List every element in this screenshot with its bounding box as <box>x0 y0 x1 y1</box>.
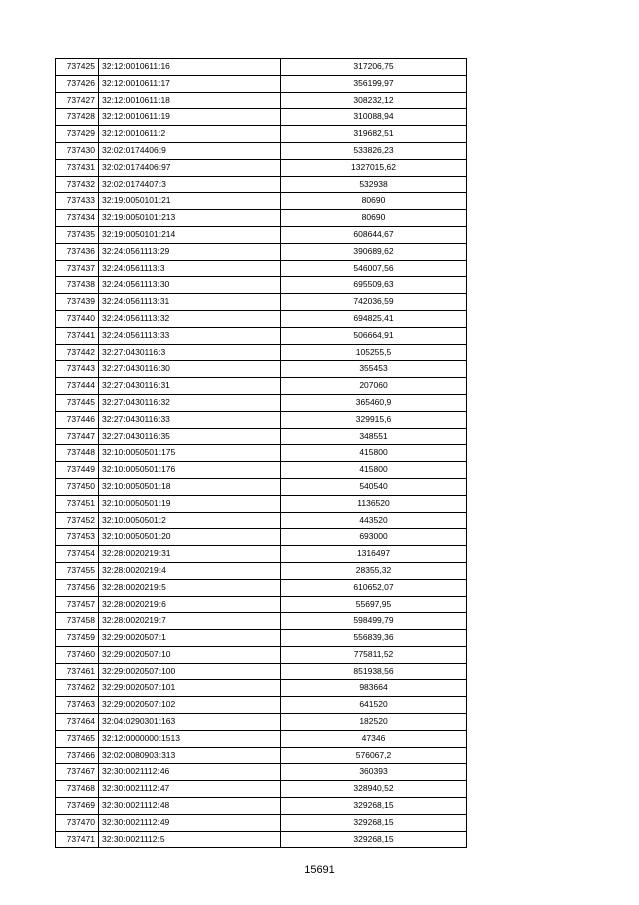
cadastral-number-cell: 32:10:0050501:175 <box>99 445 281 462</box>
row-id-cell: 737447 <box>56 428 99 445</box>
row-id-cell: 737427 <box>56 92 99 109</box>
cadastral-value-cell: 742036,59 <box>281 294 467 311</box>
cadastral-value-cell: 328940,52 <box>281 781 467 798</box>
cadastral-number-cell: 32:19:0050101:214 <box>99 226 281 243</box>
cadastral-value-cell: 329268,15 <box>281 831 467 848</box>
table-row <box>56 226 467 243</box>
table-row <box>56 613 467 630</box>
row-id-cell: 737457 <box>56 596 99 613</box>
cadastral-number-cell: 32:27:0430116:31 <box>99 378 281 395</box>
cadastral-number-cell: 32:29:0020507:1 <box>99 630 281 647</box>
cadastral-value-cell: 329268,15 <box>281 798 467 815</box>
row-id-cell: 737465 <box>56 730 99 747</box>
table-row <box>56 714 467 731</box>
cadastral-number-cell: 32:10:0050501:2 <box>99 512 281 529</box>
cadastral-number-cell: 32:12:0010611:17 <box>99 75 281 92</box>
cadastral-value-cell: 556839,36 <box>281 630 467 647</box>
cadastral-value-cell: 415800 <box>281 445 467 462</box>
cadastral-value-cell: 1327015,62 <box>281 159 467 176</box>
cadastral-number-cell: 32:10:0050501:18 <box>99 478 281 495</box>
cadastral-value-cell: 55697,95 <box>281 596 467 613</box>
table-row <box>56 814 467 831</box>
table-row <box>56 663 467 680</box>
cadastral-value-cell: 532938 <box>281 176 467 193</box>
cadastral-number-cell: 32:04:0290301:163 <box>99 714 281 731</box>
cadastral-number-cell: 32:10:0050501:19 <box>99 495 281 512</box>
cadastral-number-cell: 32:12:0010611:19 <box>99 109 281 126</box>
table-row <box>56 730 467 747</box>
cadastral-number-cell: 32:02:0174407:3 <box>99 176 281 193</box>
cadastral-number-cell: 32:24:0561113:32 <box>99 310 281 327</box>
cadastral-value-cell: 540540 <box>281 478 467 495</box>
cadastral-value-cell: 80690 <box>281 210 467 227</box>
cadastral-value-cell: 576067,2 <box>281 747 467 764</box>
cadastral-value-cell: 365460,9 <box>281 394 467 411</box>
row-id-cell: 737435 <box>56 226 99 243</box>
row-id-cell: 737463 <box>56 697 99 714</box>
cadastral-value-cell: 28355,32 <box>281 562 467 579</box>
row-id-cell: 737471 <box>56 831 99 848</box>
table-row <box>56 630 467 647</box>
table-row <box>56 210 467 227</box>
row-id-cell: 737469 <box>56 798 99 815</box>
row-id-cell: 737449 <box>56 462 99 479</box>
table-row <box>56 243 467 260</box>
cadastral-number-cell: 32:12:0010611:16 <box>99 59 281 76</box>
table-row <box>56 462 467 479</box>
cadastral-number-cell: 32:28:0020219:6 <box>99 596 281 613</box>
cadastral-number-cell: 32:27:0430116:30 <box>99 361 281 378</box>
cadastral-value-cell: 360393 <box>281 764 467 781</box>
cadastral-value-cell: 390689,62 <box>281 243 467 260</box>
cadastral-number-cell: 32:27:0430116:35 <box>99 428 281 445</box>
row-id-cell: 737455 <box>56 562 99 579</box>
table-row <box>56 75 467 92</box>
cadastral-number-cell: 32:27:0430116:32 <box>99 394 281 411</box>
row-id-cell: 737451 <box>56 495 99 512</box>
cadastral-number-cell: 32:24:0561113:30 <box>99 277 281 294</box>
row-id-cell: 737453 <box>56 529 99 546</box>
row-id-cell: 737470 <box>56 814 99 831</box>
cadastral-number-cell: 32:19:0050101:213 <box>99 210 281 227</box>
row-id-cell: 737425 <box>56 59 99 76</box>
cadastral-number-cell: 32:28:0020219:4 <box>99 562 281 579</box>
table-row <box>56 512 467 529</box>
table-row <box>56 109 467 126</box>
table-row <box>56 126 467 143</box>
row-id-cell: 737442 <box>56 344 99 361</box>
table-row <box>56 428 467 445</box>
table-row <box>56 294 467 311</box>
table-row <box>56 764 467 781</box>
cadastral-value-cell: 983664 <box>281 680 467 697</box>
cadastral-value-cell: 80690 <box>281 193 467 210</box>
row-id-cell: 737450 <box>56 478 99 495</box>
cadastral-number-cell: 32:02:0174406:97 <box>99 159 281 176</box>
cadastral-value-cell: 105255,5 <box>281 344 467 361</box>
cadastral-value-cell: 775811,52 <box>281 646 467 663</box>
table-row <box>56 646 467 663</box>
table-row <box>56 361 467 378</box>
table-row <box>56 798 467 815</box>
row-id-cell: 737432 <box>56 176 99 193</box>
cadastral-number-cell: 32:27:0430116:33 <box>99 411 281 428</box>
cadastral-value-cell: 348551 <box>281 428 467 445</box>
row-id-cell: 737445 <box>56 394 99 411</box>
table-row <box>56 344 467 361</box>
cadastral-value-cell: 608644,67 <box>281 226 467 243</box>
row-id-cell: 737458 <box>56 613 99 630</box>
table-row <box>56 378 467 395</box>
table-row <box>56 260 467 277</box>
cadastral-value-cell: 546007,56 <box>281 260 467 277</box>
cadastral-number-cell: 32:29:0020507:102 <box>99 697 281 714</box>
cadastral-value-cell: 355453 <box>281 361 467 378</box>
table-row <box>56 310 467 327</box>
cadastral-number-cell: 32:28:0020219:5 <box>99 579 281 596</box>
cadastral-value-cell: 319682,51 <box>281 126 467 143</box>
table-row <box>56 277 467 294</box>
cadastral-number-cell: 32:19:0050101:21 <box>99 193 281 210</box>
table-row <box>56 596 467 613</box>
table-row <box>56 562 467 579</box>
table-row <box>56 159 467 176</box>
row-id-cell: 737462 <box>56 680 99 697</box>
cadastral-value-cell: 1316497 <box>281 546 467 563</box>
row-id-cell: 737434 <box>56 210 99 227</box>
table-row <box>56 92 467 109</box>
cadastral-number-cell: 32:24:0561113:33 <box>99 327 281 344</box>
cadastral-value-cell: 506664,91 <box>281 327 467 344</box>
cadastral-value-cell: 443520 <box>281 512 467 529</box>
cadastral-number-cell: 32:12:0000000:1513 <box>99 730 281 747</box>
table-row <box>56 445 467 462</box>
cadastral-value-table <box>55 58 467 848</box>
row-id-cell: 737443 <box>56 361 99 378</box>
cadastral-value-cell: 182520 <box>281 714 467 731</box>
cadastral-number-cell: 32:28:0020219:7 <box>99 613 281 630</box>
cadastral-value-cell: 329915,6 <box>281 411 467 428</box>
cadastral-value-cell: 308232,12 <box>281 92 467 109</box>
row-id-cell: 737460 <box>56 646 99 663</box>
table-row <box>56 697 467 714</box>
cadastral-value-cell: 47346 <box>281 730 467 747</box>
cadastral-number-cell: 32:29:0020507:101 <box>99 680 281 697</box>
row-id-cell: 737444 <box>56 378 99 395</box>
cadastral-number-cell: 32:24:0561113:3 <box>99 260 281 277</box>
row-id-cell: 737468 <box>56 781 99 798</box>
cadastral-number-cell: 32:30:0021112:47 <box>99 781 281 798</box>
cadastral-number-cell: 32:02:0174406:9 <box>99 142 281 159</box>
cadastral-number-cell: 32:12:0010611:18 <box>99 92 281 109</box>
row-id-cell: 737461 <box>56 663 99 680</box>
row-id-cell: 737448 <box>56 445 99 462</box>
row-id-cell: 737426 <box>56 75 99 92</box>
cadastral-number-cell: 32:28:0020219:31 <box>99 546 281 563</box>
table-row <box>56 680 467 697</box>
row-id-cell: 737431 <box>56 159 99 176</box>
table-row <box>56 529 467 546</box>
row-id-cell: 737437 <box>56 260 99 277</box>
cadastral-number-cell: 32:12:0010611:2 <box>99 126 281 143</box>
table-row <box>56 579 467 596</box>
cadastral-number-cell: 32:10:0050501:20 <box>99 529 281 546</box>
page-number: 15691 <box>304 864 335 876</box>
table-row <box>56 176 467 193</box>
cadastral-value-cell: 694825,41 <box>281 310 467 327</box>
table-row <box>56 781 467 798</box>
row-id-cell: 737467 <box>56 764 99 781</box>
row-id-cell: 737466 <box>56 747 99 764</box>
row-id-cell: 737440 <box>56 310 99 327</box>
cadastral-number-cell: 32:24:0561113:31 <box>99 294 281 311</box>
row-id-cell: 737438 <box>56 277 99 294</box>
table-row <box>56 394 467 411</box>
table-row <box>56 478 467 495</box>
row-id-cell: 737439 <box>56 294 99 311</box>
cadastral-value-cell: 329268,15 <box>281 814 467 831</box>
cadastral-number-cell: 32:29:0020507:10 <box>99 646 281 663</box>
table-row <box>56 411 467 428</box>
table-row <box>56 831 467 848</box>
row-id-cell: 737446 <box>56 411 99 428</box>
table-row <box>56 747 467 764</box>
row-id-cell: 737429 <box>56 126 99 143</box>
cadastral-value-cell: 695509,63 <box>281 277 467 294</box>
cadastral-value-cell: 415800 <box>281 462 467 479</box>
row-id-cell: 737428 <box>56 109 99 126</box>
cadastral-value-cell: 1136520 <box>281 495 467 512</box>
table-row <box>56 327 467 344</box>
row-id-cell: 737430 <box>56 142 99 159</box>
cadastral-value-cell: 356199,97 <box>281 75 467 92</box>
cadastral-value-cell: 851938,56 <box>281 663 467 680</box>
cadastral-value-cell: 610652,07 <box>281 579 467 596</box>
table-body <box>56 59 467 848</box>
row-id-cell: 737441 <box>56 327 99 344</box>
row-id-cell: 737459 <box>56 630 99 647</box>
row-id-cell: 737456 <box>56 579 99 596</box>
row-id-cell: 737464 <box>56 714 99 731</box>
cadastral-number-cell: 32:27:0430116:3 <box>99 344 281 361</box>
row-id-cell: 737452 <box>56 512 99 529</box>
cadastral-number-cell: 32:24:0561113:29 <box>99 243 281 260</box>
cadastral-number-cell: 32:30:0021112:49 <box>99 814 281 831</box>
cadastral-value-cell: 533826,23 <box>281 142 467 159</box>
table-row <box>56 546 467 563</box>
table-row <box>56 59 467 76</box>
cadastral-number-cell: 32:02:0080903:313 <box>99 747 281 764</box>
cadastral-number-cell: 32:29:0020507:100 <box>99 663 281 680</box>
row-id-cell: 737454 <box>56 546 99 563</box>
cadastral-number-cell: 32:10:0050501:176 <box>99 462 281 479</box>
cadastral-value-cell: 641520 <box>281 697 467 714</box>
cadastral-value-cell: 693000 <box>281 529 467 546</box>
row-id-cell: 737436 <box>56 243 99 260</box>
cadastral-value-cell: 310088,94 <box>281 109 467 126</box>
cadastral-value-cell: 207060 <box>281 378 467 395</box>
cadastral-number-cell: 32:30:0021112:48 <box>99 798 281 815</box>
cadastral-number-cell: 32:30:0021112:46 <box>99 764 281 781</box>
cadastral-value-cell: 317206,75 <box>281 59 467 76</box>
table-row <box>56 193 467 210</box>
cadastral-number-cell: 32:30:0021112:5 <box>99 831 281 848</box>
table-row <box>56 495 467 512</box>
table-row <box>56 142 467 159</box>
cadastral-value-cell: 598499,79 <box>281 613 467 630</box>
row-id-cell: 737433 <box>56 193 99 210</box>
